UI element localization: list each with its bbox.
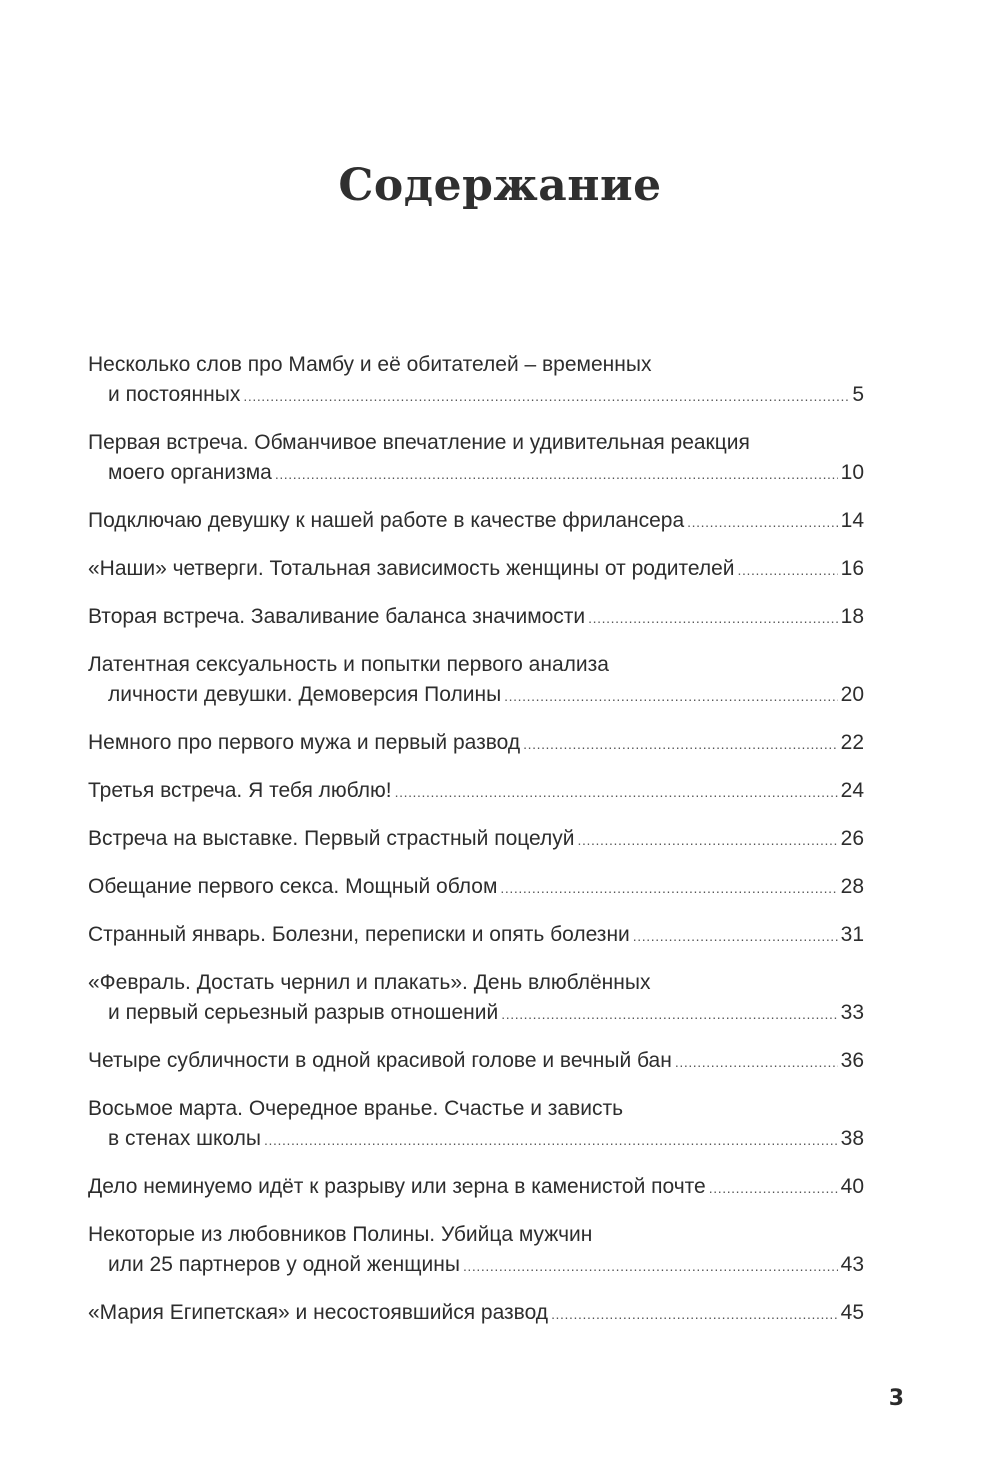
toc-entry-title-line: Несколько слов про Мамбу и её обитателей – временных bbox=[88, 353, 652, 376]
dot-leader bbox=[633, 921, 838, 951]
dot-leader bbox=[523, 729, 838, 759]
toc-entry bbox=[88, 1094, 864, 1155]
toc-page-number: 43 bbox=[840, 1253, 864, 1276]
toc-entry bbox=[88, 650, 864, 711]
toc-page-number: 20 bbox=[840, 683, 864, 706]
dot-leader bbox=[395, 777, 838, 807]
toc-entry-title: личности девушки. Демоверсия Полины bbox=[108, 683, 502, 706]
dot-leader bbox=[264, 1125, 838, 1155]
toc-entry-row bbox=[88, 1250, 864, 1281]
toc-entry bbox=[88, 428, 864, 489]
toc-page-number: 16 bbox=[840, 557, 864, 580]
toc-entry-title-line: Восьмое марта. Очередное вранье. Счастье и зависть bbox=[88, 1097, 624, 1120]
toc-entry-title-line: Латентная сексуальность и попытки первого анализа bbox=[88, 653, 609, 676]
toc-entry-title: Третья встреча. Я тебя люблю! bbox=[88, 779, 392, 802]
toc-page-number: 14 bbox=[840, 509, 864, 532]
toc-entry-title: «Наши» четверги. Тотальная зависимость женщины от родителей bbox=[88, 557, 735, 580]
toc-page-number: 18 bbox=[840, 605, 864, 628]
toc-entry-title: и постоянных bbox=[108, 383, 241, 406]
toc-page-number: 45 bbox=[840, 1301, 864, 1324]
toc-entry-row bbox=[88, 728, 864, 759]
dot-leader bbox=[578, 825, 838, 855]
toc-entry bbox=[88, 506, 864, 537]
toc-entry-row bbox=[88, 554, 864, 585]
toc-entry bbox=[88, 602, 864, 633]
toc-entry-title: или 25 партнеров у одной женщины bbox=[108, 1253, 460, 1276]
toc-entry-row bbox=[88, 602, 864, 633]
toc-entry-row bbox=[88, 506, 864, 537]
toc-page-number: 26 bbox=[840, 827, 864, 850]
toc-page-number: 31 bbox=[840, 923, 864, 946]
toc-entry-row bbox=[88, 872, 864, 903]
toc-page-number: 36 bbox=[840, 1049, 864, 1072]
toc-entry-title: Четыре субличности в одной красивой голове и вечный бан bbox=[88, 1049, 672, 1072]
toc-entry-row bbox=[88, 1172, 864, 1203]
dot-leader bbox=[501, 999, 837, 1029]
toc-entry-row bbox=[88, 824, 864, 855]
toc-entry bbox=[88, 1298, 864, 1329]
toc-entry-title: Дело неминуемо идёт к разрыву или зерна в каменистой почте bbox=[88, 1175, 706, 1198]
toc-entry bbox=[88, 776, 864, 807]
toc-page-number: 40 bbox=[840, 1175, 864, 1198]
toc-entry-title-line: «Февраль. Достать чернил и плакать». День влюблённых bbox=[88, 971, 651, 994]
toc-entry-title: в стенах школы bbox=[108, 1127, 261, 1150]
toc-entry bbox=[88, 1046, 864, 1077]
toc-entry-title: Странный январь. Болезни, переписки и опять болезни bbox=[88, 923, 630, 946]
dot-leader bbox=[463, 1251, 838, 1281]
toc-entry-row bbox=[88, 680, 864, 711]
toc-entry bbox=[88, 920, 864, 951]
toc-entry bbox=[88, 1220, 864, 1281]
dot-leader bbox=[738, 555, 838, 585]
dot-leader bbox=[551, 1299, 838, 1329]
toc-entry-title-line: Первая встреча. Обманчивое впечатление и удивительная реакция bbox=[88, 431, 750, 454]
toc-entry-row bbox=[88, 776, 864, 807]
dot-leader bbox=[709, 1173, 838, 1203]
dot-leader bbox=[675, 1047, 838, 1077]
toc-entry-row bbox=[88, 1298, 864, 1329]
toc-page-number: 22 bbox=[840, 731, 864, 754]
toc-page-number: 28 bbox=[840, 875, 864, 898]
toc-entry bbox=[88, 872, 864, 903]
toc-page-number: 5 bbox=[852, 383, 864, 406]
toc-entry-row bbox=[88, 1124, 864, 1155]
dot-leader bbox=[500, 873, 837, 903]
toc-entry-title: Немного про первого мужа и первый развод bbox=[88, 731, 521, 754]
page-number: 3 bbox=[888, 1386, 904, 1411]
toc-entry-row bbox=[88, 998, 864, 1029]
toc-entry bbox=[88, 824, 864, 855]
toc-page-number: 33 bbox=[840, 1001, 864, 1024]
toc-entry-title: моего организма bbox=[108, 461, 272, 484]
toc-entry bbox=[88, 968, 864, 1029]
toc-page-number: 38 bbox=[840, 1127, 864, 1150]
toc-entry bbox=[88, 554, 864, 585]
dot-leader bbox=[504, 681, 837, 711]
toc-entry-row bbox=[88, 380, 864, 411]
toc-entry-row bbox=[88, 920, 864, 951]
toc-entry-row bbox=[88, 1046, 864, 1077]
dot-leader bbox=[588, 603, 837, 633]
dot-leader bbox=[275, 459, 838, 489]
toc-page-number: 10 bbox=[840, 461, 864, 484]
dot-leader bbox=[243, 381, 849, 411]
toc-entry-title: Обещание первого секса. Мощный облом bbox=[88, 875, 498, 898]
toc-entry-title: Подключаю девушку к нашей работе в качестве фрилансера bbox=[88, 509, 685, 532]
page-title: Содержание bbox=[338, 160, 662, 211]
toc-entry-title-line: Некоторые из любовников Полины. Убийца мужчин bbox=[88, 1223, 593, 1246]
toc-entry bbox=[88, 350, 864, 411]
toc-entry-title: Вторая встреча. Заваливание баланса значимости bbox=[88, 605, 586, 628]
toc-entry bbox=[88, 1172, 864, 1203]
toc-entry-title: «Мария Египетская» и несостоявшийся развод bbox=[88, 1301, 549, 1324]
dot-leader bbox=[687, 507, 837, 537]
toc-entry-row bbox=[88, 458, 864, 489]
toc-entry bbox=[88, 728, 864, 759]
toc-page-number: 24 bbox=[840, 779, 864, 802]
toc-entry-title: Встреча на выставке. Первый страстный поцелуй bbox=[88, 827, 575, 850]
toc-entry-title: и первый серьезный разрыв отношений bbox=[108, 1001, 499, 1024]
